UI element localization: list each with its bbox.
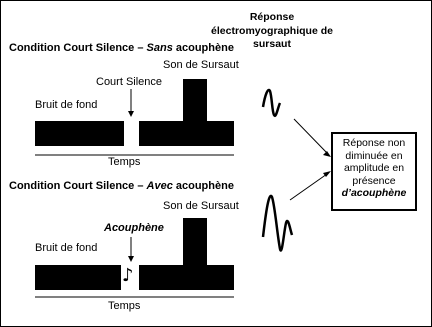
tinnitus-label: Acouphène — [104, 222, 164, 234]
noise-block-before-gap — [35, 265, 121, 290]
diagram-title: Réponse électromyographique de sursaut — [211, 11, 333, 51]
gap-label: Court Silence — [96, 76, 163, 88]
noise-block-after-pulse — [207, 265, 234, 290]
section-heading-with-tinnitus: Condition Court Silence – Avec acouphène — [9, 180, 234, 192]
startle-sound-label: Son de Sursaut — [163, 59, 239, 71]
time-axis-label: Temps — [108, 156, 141, 168]
noise-block-after-gap — [139, 121, 183, 146]
noise-block-after-pulse — [207, 121, 234, 146]
emg-response-small — [263, 90, 280, 116]
section-heading-no-tinnitus: Condition Court Silence – Sans acouphène — [9, 42, 234, 54]
arrow-to-result-top — [294, 119, 327, 153]
startle-pulse — [183, 79, 207, 146]
background-noise-label: Bruit de fond — [35, 99, 98, 111]
startle-sound-label: Son de Sursaut — [163, 200, 239, 212]
time-axis-label: Temps — [108, 300, 141, 312]
result-box — [331, 132, 417, 211]
noise-block-before-gap — [35, 121, 124, 146]
tinnitus-arrow-head — [128, 256, 134, 262]
arrow-to-result-bottom — [290, 174, 327, 200]
startle-pulse — [183, 218, 207, 290]
arrow-to-result-top-head — [323, 151, 331, 157]
music-note-icon: ♪ — [122, 265, 134, 286]
result-text: Réponse non diminuée en amplitude en présence — [342, 137, 406, 187]
background-noise-label: Bruit de fond — [35, 242, 98, 254]
emg-response-large — [263, 196, 292, 251]
result-emphasis: d’acouphène — [341, 187, 407, 200]
noise-block-after-gap — [139, 265, 183, 290]
gap-arrow-head — [128, 111, 134, 117]
